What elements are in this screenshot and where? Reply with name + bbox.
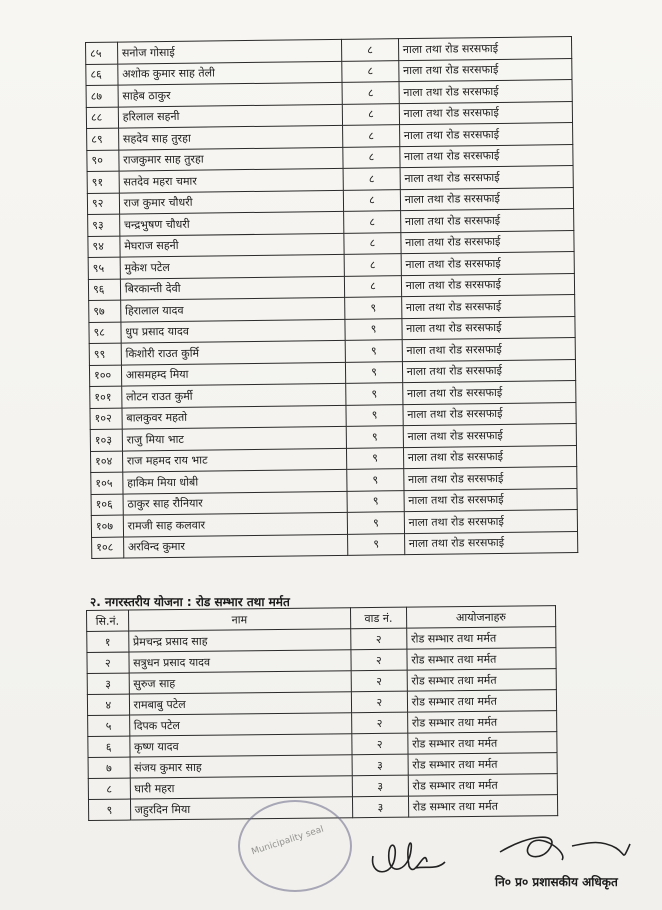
name-cell: आसमहम्द मिया [121, 362, 346, 386]
name-cell: प्रेमचन्द्र प्रसाद साह [128, 629, 351, 652]
project-cell: नाला तथा रोड सरसफाई [401, 230, 575, 254]
name-cell: बालकुवर महतो [122, 405, 347, 429]
serial-cell: ९२ [87, 193, 119, 215]
project-cell: रोड सम्भार तथा मर्मत [407, 648, 556, 671]
project-cell: नाला तथा रोड सरसफाई [403, 445, 577, 469]
workers-table-road-maintenance [86, 605, 558, 821]
serial-cell: १०३ [90, 429, 122, 451]
name-cell: चन्द्रभुषण चौधरी [119, 211, 344, 235]
serial-cell: १०७ [91, 515, 123, 537]
ward-cell: ९ [346, 404, 403, 426]
ward-cell: ३ [352, 796, 408, 818]
ward-cell: ८ [344, 211, 401, 233]
serial-cell: २ [87, 652, 129, 673]
name-cell: रामजी साह कलवार [123, 512, 348, 536]
name-cell: सतदेव महरा चमार [119, 168, 344, 192]
serial-cell: ९ [88, 799, 130, 820]
office-seal-stamp: Municipality seal [238, 800, 352, 892]
project-cell: नाला तथा रोड सरसफाई [399, 123, 573, 147]
project-cell: रोड सम्भार तथा मर्मत [408, 753, 557, 776]
serial-cell: १०४ [90, 451, 122, 473]
ward-cell: ८ [342, 82, 399, 104]
project-cell: रोड सम्भार तथा मर्मत [407, 669, 556, 692]
name-cell: मेघराज सहनी [120, 233, 345, 257]
name-cell: घारी महरा [130, 776, 353, 799]
name-cell: बिरकान्ती देवी [120, 276, 345, 300]
ward-cell: ८ [342, 39, 399, 61]
name-cell: दिपक पटेल [129, 713, 352, 736]
project-cell: नाला तथा रोड सरसफाई [398, 58, 572, 82]
ward-cell: २ [351, 649, 407, 671]
name-cell: कृष्ण यादव [129, 734, 352, 757]
project-cell: नाला तथा रोड सरसफाई [401, 295, 575, 319]
name-cell: जहुरदिन मिया [130, 797, 353, 820]
name-cell: राजु मिया भाट [122, 426, 347, 450]
serial-cell: ८८ [86, 107, 118, 129]
serial-cell: ३ [87, 673, 129, 694]
project-cell: नाला तथा रोड सरसफाई [400, 209, 574, 233]
ward-cell: ९ [345, 297, 402, 319]
serial-cell: ५ [88, 715, 130, 736]
project-cell: नाला तथा रोड सरसफाई [402, 316, 576, 340]
name-cell: राज कुमार चौधरी [119, 190, 344, 214]
serial-cell: ४ [87, 694, 129, 715]
name-cell: हरिलाल सहनी [118, 104, 343, 128]
ward-cell: ८ [344, 189, 401, 211]
ward-cell: ९ [346, 383, 403, 405]
serial-cell: १०० [89, 365, 121, 387]
serial-cell: ९८ [89, 322, 121, 344]
serial-cell: १०२ [90, 408, 122, 430]
serial-cell: १०६ [91, 494, 123, 516]
signature-left [365, 826, 455, 886]
road-table-body [87, 627, 558, 821]
project-cell: नाला तथा रोड सरसफाई [404, 488, 578, 512]
serial-cell: ९१ [87, 171, 119, 193]
serial-cell: १ [87, 631, 129, 652]
ward-cell: ८ [342, 60, 399, 82]
ward-cell: ९ [348, 533, 405, 555]
project-cell: नाला तथा रोड सरसफाई [400, 187, 574, 211]
name-cell: साहेब ठाकुर [118, 82, 343, 106]
signatory-designation: नि० प्र० प्रशासकीय अधिकृत [495, 875, 618, 889]
ward-cell: ९ [347, 490, 404, 512]
serial-cell: ८६ [86, 64, 118, 86]
ward-cell: ९ [347, 447, 404, 469]
serial-cell: ९५ [88, 257, 120, 279]
serial-cell: १०१ [90, 386, 122, 408]
ward-cell: ९ [348, 512, 405, 534]
serial-cell: ९७ [89, 300, 121, 322]
ward-cell: ८ [344, 232, 401, 254]
name-cell: सनोज गोसाई [117, 39, 342, 63]
name-cell: सत्रुधन प्रसाद यादव [129, 650, 352, 673]
workers-table-body [86, 37, 578, 559]
project-cell: नाला तथा रोड सरसफाई [403, 402, 577, 426]
header-project: आयोजनाहरु [406, 606, 555, 629]
project-cell: नाला तथा रोड सरसफाई [403, 424, 577, 448]
project-cell: नाला तथा रोड सरसफाई [399, 80, 573, 104]
ward-cell: ८ [345, 275, 402, 297]
project-cell: नाला तथा रोड सरसफाई [402, 338, 576, 362]
ward-cell: ८ [344, 254, 401, 276]
project-cell: नाला तथा रोड सरसफाई [401, 252, 575, 276]
project-cell: नाला तथा रोड सरसफाई [404, 531, 578, 555]
serial-cell: ८ [88, 778, 130, 799]
name-cell: राजकुमार साह तुरहा [119, 147, 344, 171]
name-cell: हाकिम मिया धोबी [123, 469, 348, 493]
serial-cell: ८५ [86, 42, 118, 64]
serial-cell: १०८ [92, 537, 124, 559]
header-serial: सि.नं. [87, 610, 129, 631]
serial-cell: ९० [87, 150, 119, 172]
ward-cell: २ [352, 712, 408, 734]
project-cell: नाला तथा रोड सरसफाई [399, 101, 573, 125]
name-cell: लोटन राउत कुर्मी [121, 383, 346, 407]
serial-cell: ९६ [88, 279, 120, 301]
name-cell: किशोरी राउत कुर्मि [121, 340, 346, 364]
name-cell: मुकेश पटेल [120, 254, 345, 278]
ward-cell: ९ [346, 361, 403, 383]
project-cell: नाला तथा रोड सरसफाई [403, 467, 577, 491]
ward-cell: ३ [352, 754, 408, 776]
header-name: नाम [128, 608, 351, 631]
project-cell: रोड सम्भार तथा मर्मत [408, 795, 557, 818]
project-cell: रोड सम्भार तथा मर्मत [408, 774, 557, 797]
ward-cell: २ [351, 628, 407, 650]
serial-cell: ८७ [86, 85, 118, 107]
ward-cell: २ [352, 733, 408, 755]
serial-cell: ९९ [89, 343, 121, 365]
serial-cell: ९४ [88, 236, 120, 258]
serial-cell: ८९ [87, 128, 119, 150]
name-cell: राज महमद राय भाट [122, 448, 347, 472]
project-cell: नाला तथा रोड सरसफाई [402, 381, 576, 405]
ward-cell: ९ [345, 318, 402, 340]
ward-cell: ८ [343, 146, 400, 168]
serial-cell: ७ [88, 757, 130, 778]
name-cell: धुप प्रसाद यादव [121, 319, 346, 343]
ward-cell: ९ [345, 340, 402, 362]
name-cell: ठाकुर साह रौनियार [123, 491, 348, 515]
project-cell: रोड सम्भार तथा मर्मत [408, 732, 557, 755]
name-cell: हिरालाल यादव [120, 297, 345, 321]
ward-cell: ८ [343, 103, 400, 125]
table-row [92, 531, 578, 558]
name-cell: सुरुज साह [129, 671, 352, 694]
ward-cell: ९ [347, 469, 404, 491]
name-cell: रामबाबु पटेल [129, 692, 352, 715]
ward-cell: ८ [343, 125, 400, 147]
signature-right [490, 822, 640, 872]
project-cell: नाला तथा रोड सरसफाई [404, 510, 578, 534]
ward-cell: २ [351, 691, 407, 713]
name-cell: अरविन्द कुमार [123, 534, 348, 558]
name-cell: संजय कुमार साह [130, 755, 353, 778]
project-cell: रोड सम्भार तथा मर्मत [407, 711, 556, 734]
serial-cell: १०५ [91, 472, 123, 494]
project-cell: नाला तथा रोड सरसफाई [401, 273, 575, 297]
ward-cell: ९ [347, 426, 404, 448]
serial-cell: ९३ [88, 214, 120, 236]
name-cell: अशोक कुमार साह तेली [118, 61, 343, 85]
ward-cell: २ [351, 670, 407, 692]
name-cell: सहदेव साह तुरहा [118, 125, 343, 149]
project-cell: नाला तथा रोड सरसफाई [398, 37, 572, 61]
project-cell: रोड सम्भार तथा मर्मत [406, 627, 555, 650]
serial-cell: ६ [88, 736, 130, 757]
section-2-heading: २. नगरस्तरीय योजना : रोड सम्भार तथा मर्मत [90, 595, 290, 609]
project-cell: रोड सम्भार तथा मर्मत [407, 690, 556, 713]
project-cell: नाला तथा रोड सरसफाई [400, 166, 574, 190]
workers-table-drain-cleaning [85, 36, 578, 559]
header-ward: वाड नं. [350, 607, 406, 629]
project-cell: नाला तथा रोड सरसफाई [402, 359, 576, 383]
ward-cell: ८ [343, 168, 400, 190]
ward-cell: ३ [352, 775, 408, 797]
project-cell: नाला तथा रोड सरसफाई [399, 144, 573, 168]
